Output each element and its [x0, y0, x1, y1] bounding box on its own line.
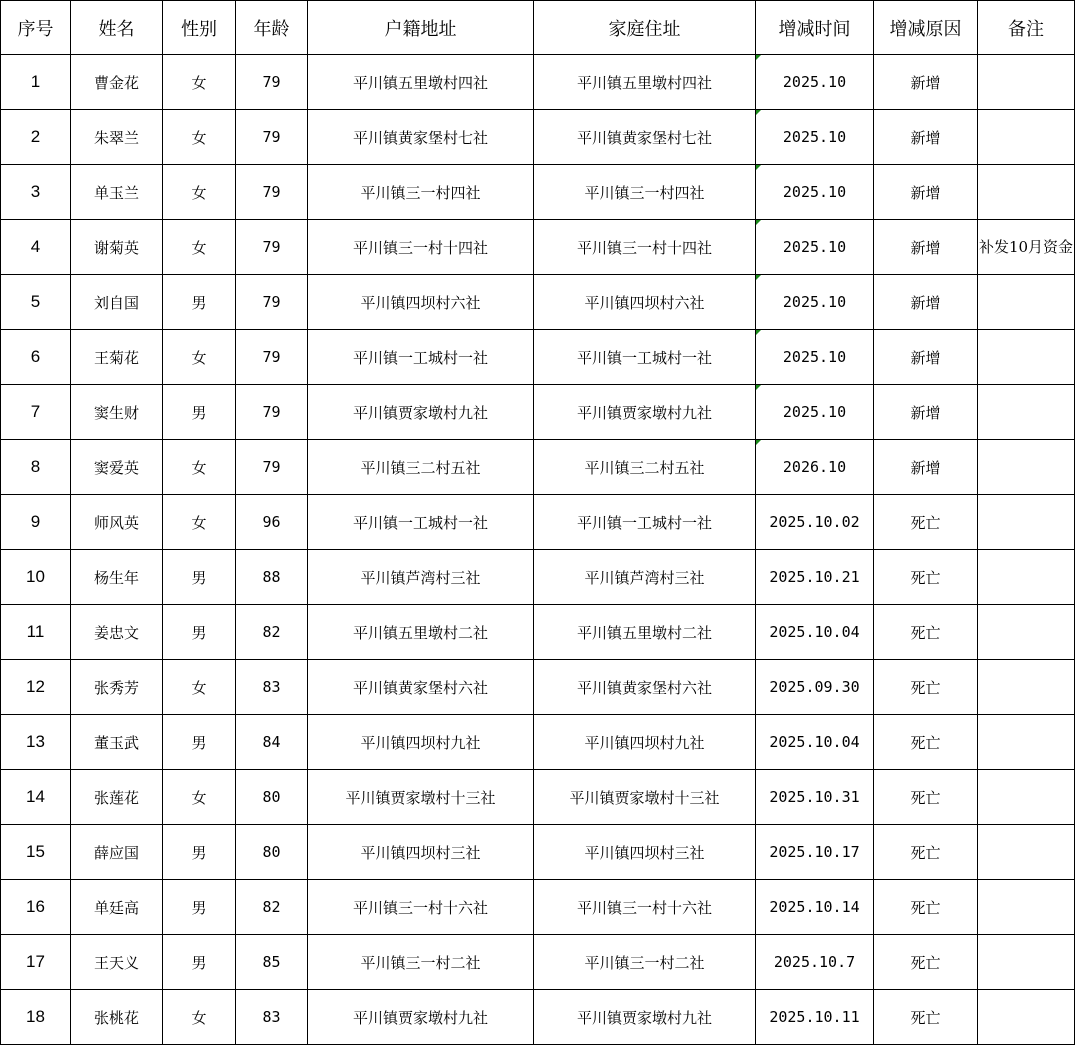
cell-age: 82	[236, 605, 308, 660]
cell-name: 王菊花	[71, 330, 163, 385]
cell-gender: 女	[163, 165, 236, 220]
cell-age: 82	[236, 880, 308, 935]
cell-name: 张秀芳	[71, 660, 163, 715]
cell-gender: 男	[163, 275, 236, 330]
cell-age: 83	[236, 660, 308, 715]
cell-seq: 11	[1, 605, 71, 660]
cell-home-address: 平川镇三一村二社	[534, 935, 756, 990]
cell-seq: 18	[1, 990, 71, 1045]
cell-change-time: 2025.10.11	[756, 990, 874, 1045]
cell-note: 补发10月资金	[978, 220, 1075, 275]
cell-name: 曹金花	[71, 55, 163, 110]
cell-age: 79	[236, 110, 308, 165]
cell-age: 80	[236, 770, 308, 825]
table-row	[1, 880, 1075, 935]
cell-home-address: 平川镇芦湾村三社	[534, 550, 756, 605]
cell-gender: 女	[163, 770, 236, 825]
cell-note	[978, 825, 1075, 880]
cell-change-reason: 死亡	[874, 770, 978, 825]
cell-hukou-address: 平川镇贾家墩村九社	[308, 385, 534, 440]
cell-home-address: 平川镇一工城村一社	[534, 495, 756, 550]
cell-name: 张莲花	[71, 770, 163, 825]
cell-name: 窦爱英	[71, 440, 163, 495]
cell-change-time: 2025.10	[756, 220, 874, 275]
table-row	[1, 330, 1075, 385]
cell-note	[978, 330, 1075, 385]
cell-note	[978, 990, 1075, 1045]
cell-change-reason: 死亡	[874, 495, 978, 550]
cell-name: 杨生年	[71, 550, 163, 605]
cell-home-address: 平川镇一工城村一社	[534, 330, 756, 385]
cell-hukou-address: 平川镇芦湾村三社	[308, 550, 534, 605]
cell-home-address: 平川镇四坝村六社	[534, 275, 756, 330]
table-row	[1, 605, 1075, 660]
cell-change-time: 2025.10.31	[756, 770, 874, 825]
cell-change-reason: 死亡	[874, 715, 978, 770]
cell-change-reason: 死亡	[874, 550, 978, 605]
cell-change-time: 2025.10.17	[756, 825, 874, 880]
table-row	[1, 110, 1075, 165]
cell-gender: 男	[163, 825, 236, 880]
cell-change-time: 2025.10.02	[756, 495, 874, 550]
cell-seq: 5	[1, 275, 71, 330]
cell-change-reason: 死亡	[874, 935, 978, 990]
cell-age: 79	[236, 385, 308, 440]
cell-hukou-address: 平川镇一工城村一社	[308, 495, 534, 550]
cell-hukou-address: 平川镇贾家墩村十三社	[308, 770, 534, 825]
cell-home-address: 平川镇四坝村三社	[534, 825, 756, 880]
cell-change-reason: 新增	[874, 110, 978, 165]
table-row	[1, 495, 1075, 550]
table-row	[1, 275, 1075, 330]
cell-change-reason: 死亡	[874, 990, 978, 1045]
cell-change-reason: 新增	[874, 330, 978, 385]
cell-age: 88	[236, 550, 308, 605]
cell-age: 80	[236, 825, 308, 880]
cell-change-time: 2025.10.14	[756, 880, 874, 935]
cell-note	[978, 110, 1075, 165]
cell-seq: 15	[1, 825, 71, 880]
cell-name: 董玉武	[71, 715, 163, 770]
cell-note	[978, 275, 1075, 330]
cell-change-time: 2025.10.7	[756, 935, 874, 990]
cell-change-time: 2025.10.04	[756, 605, 874, 660]
cell-home-address: 平川镇四坝村九社	[534, 715, 756, 770]
cell-change-time: 2026.10	[756, 440, 874, 495]
cell-change-reason: 死亡	[874, 660, 978, 715]
cell-name: 张桃花	[71, 990, 163, 1045]
cell-gender: 女	[163, 330, 236, 385]
cell-gender: 女	[163, 220, 236, 275]
cell-name: 单廷高	[71, 880, 163, 935]
cell-seq: 6	[1, 330, 71, 385]
cell-change-reason: 新增	[874, 440, 978, 495]
cell-note	[978, 440, 1075, 495]
cell-gender: 女	[163, 110, 236, 165]
header-gender: 性别	[163, 1, 236, 55]
cell-change-reason: 新增	[874, 275, 978, 330]
cell-hukou-address: 平川镇四坝村三社	[308, 825, 534, 880]
cell-change-reason: 新增	[874, 55, 978, 110]
cell-name: 单玉兰	[71, 165, 163, 220]
cell-note	[978, 880, 1075, 935]
cell-age: 79	[236, 55, 308, 110]
cell-change-time: 2025.10	[756, 110, 874, 165]
cell-seq: 10	[1, 550, 71, 605]
cell-seq: 9	[1, 495, 71, 550]
cell-age: 79	[236, 440, 308, 495]
header-seq: 序号	[1, 1, 71, 55]
header-change-time: 增减时间	[756, 1, 874, 55]
cell-change-time: 2025.10	[756, 55, 874, 110]
header-home-address: 家庭住址	[534, 1, 756, 55]
header-age: 年龄	[236, 1, 308, 55]
header-note: 备注	[978, 1, 1075, 55]
cell-seq: 14	[1, 770, 71, 825]
cell-name: 师风英	[71, 495, 163, 550]
cell-hukou-address: 平川镇三一村十六社	[308, 880, 534, 935]
cell-seq: 16	[1, 880, 71, 935]
cell-gender: 男	[163, 605, 236, 660]
cell-seq: 4	[1, 220, 71, 275]
cell-seq: 17	[1, 935, 71, 990]
cell-hukou-address: 平川镇五里墩村二社	[308, 605, 534, 660]
cell-gender: 女	[163, 990, 236, 1045]
cell-age: 83	[236, 990, 308, 1045]
cell-home-address: 平川镇五里墩村四社	[534, 55, 756, 110]
table-row	[1, 165, 1075, 220]
table-row	[1, 385, 1075, 440]
cell-seq: 2	[1, 110, 71, 165]
table-row	[1, 220, 1075, 275]
cell-gender: 女	[163, 495, 236, 550]
cell-name: 薛应国	[71, 825, 163, 880]
table-row	[1, 550, 1075, 605]
table-row	[1, 55, 1075, 110]
cell-change-time: 2025.10.04	[756, 715, 874, 770]
table-row	[1, 660, 1075, 715]
cell-age: 79	[236, 330, 308, 385]
cell-note	[978, 385, 1075, 440]
cell-hukou-address: 平川镇贾家墩村九社	[308, 990, 534, 1045]
cell-home-address: 平川镇三一村十六社	[534, 880, 756, 935]
table-row	[1, 770, 1075, 825]
cell-note	[978, 770, 1075, 825]
table-row	[1, 825, 1075, 880]
cell-change-reason: 死亡	[874, 880, 978, 935]
header-name: 姓名	[71, 1, 163, 55]
cell-home-address: 平川镇三一村四社	[534, 165, 756, 220]
header-hukou-address: 户籍地址	[308, 1, 534, 55]
cell-gender: 女	[163, 440, 236, 495]
cell-name: 朱翠兰	[71, 110, 163, 165]
cell-note	[978, 660, 1075, 715]
cell-hukou-address: 平川镇一工城村一社	[308, 330, 534, 385]
cell-note	[978, 495, 1075, 550]
cell-seq: 8	[1, 440, 71, 495]
cell-seq: 7	[1, 385, 71, 440]
cell-seq: 1	[1, 55, 71, 110]
cell-seq: 3	[1, 165, 71, 220]
cell-hukou-address: 平川镇四坝村九社	[308, 715, 534, 770]
cell-gender: 男	[163, 550, 236, 605]
cell-change-time: 2025.10	[756, 165, 874, 220]
cell-age: 85	[236, 935, 308, 990]
cell-name: 王天义	[71, 935, 163, 990]
cell-gender: 女	[163, 660, 236, 715]
cell-change-time: 2025.10	[756, 275, 874, 330]
table-row	[1, 935, 1075, 990]
table-row	[1, 990, 1075, 1045]
cell-change-reason: 死亡	[874, 605, 978, 660]
cell-name: 谢菊英	[71, 220, 163, 275]
cell-age: 79	[236, 220, 308, 275]
cell-change-reason: 新增	[874, 220, 978, 275]
cell-hukou-address: 平川镇黄家堡村六社	[308, 660, 534, 715]
cell-note	[978, 715, 1075, 770]
cell-gender: 男	[163, 935, 236, 990]
cell-change-time: 2025.10	[756, 330, 874, 385]
cell-name: 窦生财	[71, 385, 163, 440]
cell-home-address: 平川镇五里墩村二社	[534, 605, 756, 660]
cell-home-address: 平川镇黄家堡村六社	[534, 660, 756, 715]
cell-note	[978, 165, 1075, 220]
cell-hukou-address: 平川镇四坝村六社	[308, 275, 534, 330]
cell-change-reason: 新增	[874, 165, 978, 220]
cell-name: 刘自国	[71, 275, 163, 330]
cell-gender: 女	[163, 55, 236, 110]
cell-age: 79	[236, 275, 308, 330]
cell-change-time: 2025.10.21	[756, 550, 874, 605]
cell-home-address: 平川镇贾家墩村九社	[534, 990, 756, 1045]
cell-hukou-address: 平川镇三一村十四社	[308, 220, 534, 275]
cell-hukou-address: 平川镇三一村二社	[308, 935, 534, 990]
cell-note	[978, 605, 1075, 660]
cell-change-reason: 新增	[874, 385, 978, 440]
table-row	[1, 715, 1075, 770]
cell-seq: 13	[1, 715, 71, 770]
cell-hukou-address: 平川镇五里墩村四社	[308, 55, 534, 110]
cell-name: 姜忠文	[71, 605, 163, 660]
cell-change-time: 2025.09.30	[756, 660, 874, 715]
cell-age: 96	[236, 495, 308, 550]
cell-gender: 男	[163, 715, 236, 770]
cell-hukou-address: 平川镇三一村四社	[308, 165, 534, 220]
cell-age: 84	[236, 715, 308, 770]
cell-age: 79	[236, 165, 308, 220]
cell-note	[978, 550, 1075, 605]
cell-home-address: 平川镇贾家墩村十三社	[534, 770, 756, 825]
cell-hukou-address: 平川镇三二村五社	[308, 440, 534, 495]
cell-home-address: 平川镇三二村五社	[534, 440, 756, 495]
table-body	[1, 55, 1075, 1045]
table-row	[1, 440, 1075, 495]
cell-change-reason: 死亡	[874, 825, 978, 880]
cell-home-address: 平川镇三一村十四社	[534, 220, 756, 275]
header-change-reason: 增减原因	[874, 1, 978, 55]
cell-change-time: 2025.10	[756, 385, 874, 440]
cell-home-address: 平川镇贾家墩村九社	[534, 385, 756, 440]
cell-gender: 男	[163, 880, 236, 935]
cell-gender: 男	[163, 385, 236, 440]
cell-note	[978, 55, 1075, 110]
cell-home-address: 平川镇黄家堡村七社	[534, 110, 756, 165]
cell-note	[978, 935, 1075, 990]
cell-seq: 12	[1, 660, 71, 715]
cell-hukou-address: 平川镇黄家堡村七社	[308, 110, 534, 165]
table-header-row	[1, 1, 1075, 55]
